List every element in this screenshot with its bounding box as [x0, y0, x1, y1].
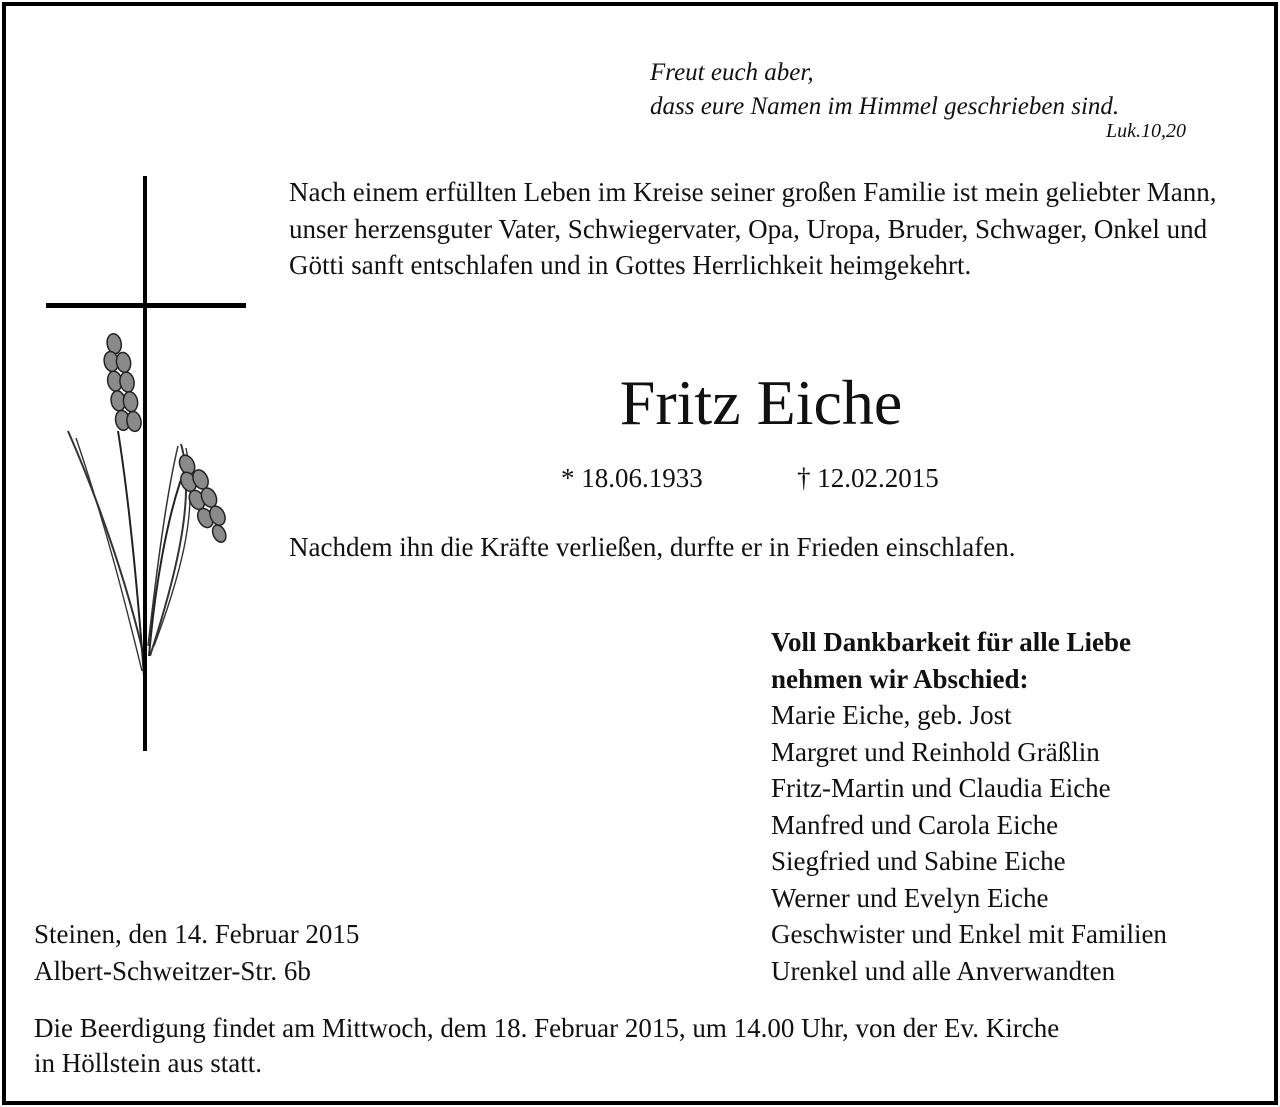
mourner-name: Manfred und Carola Eiche: [771, 809, 1059, 840]
birth-date: * 18.06.1933: [561, 463, 703, 493]
mourner-name: Marie Eiche, geb. Jost: [771, 700, 1012, 730]
closing-text: Nachdem ihn die Kräfte verließen, durfte er in Frieden einschlafen.: [289, 532, 1016, 562]
mourner-name: Siegfried und Sabine Eiche: [771, 846, 1066, 876]
quote-line-1: Freut euch aber,: [650, 59, 814, 86]
funeral-notice: [34, 1011, 1264, 1081]
intro-text: Nach einem erfüllten Leben im Kreise seiner großen Familie ist mein geliebter Mann, unser herzensguter Vater, Schwiegervater, Opa, Uropa, Bruder, Schwager, Onkel und Götti sanft entschlafen und in Gottes Herrlichkeit heimgekehrt.: [289, 177, 1217, 280]
mourners-heading-line-2: nehmen wir Abschied:: [771, 663, 1029, 694]
mourner-name: Urenkel und alle Anverwandten: [771, 955, 1116, 986]
obituary-frame: [2, 2, 1278, 1105]
mourners-heading-line-1: Voll Dankbarkeit für alle Liebe: [771, 627, 1132, 657]
quote-line-2: dass eure Namen im Himmel geschrieben sind.: [650, 93, 1120, 120]
cross-with-wheat-icon: [46, 176, 256, 761]
bible-quote: [650, 56, 1119, 124]
place-and-address: [34, 916, 359, 989]
mourner-name: Werner und Evelyn Eiche: [771, 882, 1049, 913]
address: Albert-Schweitzer-Str. 6b: [34, 955, 311, 986]
death-date: † 12.02.2015: [797, 463, 939, 493]
mourner-name: Fritz-Martin und Claudia Eiche: [771, 773, 1111, 803]
mourner-name: Margret und Reinhold Gräßlin: [771, 736, 1100, 767]
quote-reference: Luk.10,20: [1106, 120, 1186, 142]
funeral-line-2: in Höllstein aus statt.: [34, 1048, 262, 1078]
deceased-name: Fritz Eiche: [619, 367, 903, 438]
funeral-line-1: Die Beerdigung findet am Mittwoch, dem 18. Februar 2015, um 14.00 Uhr, von der Ev. Kirche: [34, 1013, 1060, 1043]
life-dates: [561, 460, 939, 496]
mourner-name: Geschwister und Enkel mit Familien: [771, 919, 1167, 949]
place-date: Steinen, den 14. Februar 2015: [34, 919, 360, 949]
mourners-block: [771, 624, 1167, 989]
